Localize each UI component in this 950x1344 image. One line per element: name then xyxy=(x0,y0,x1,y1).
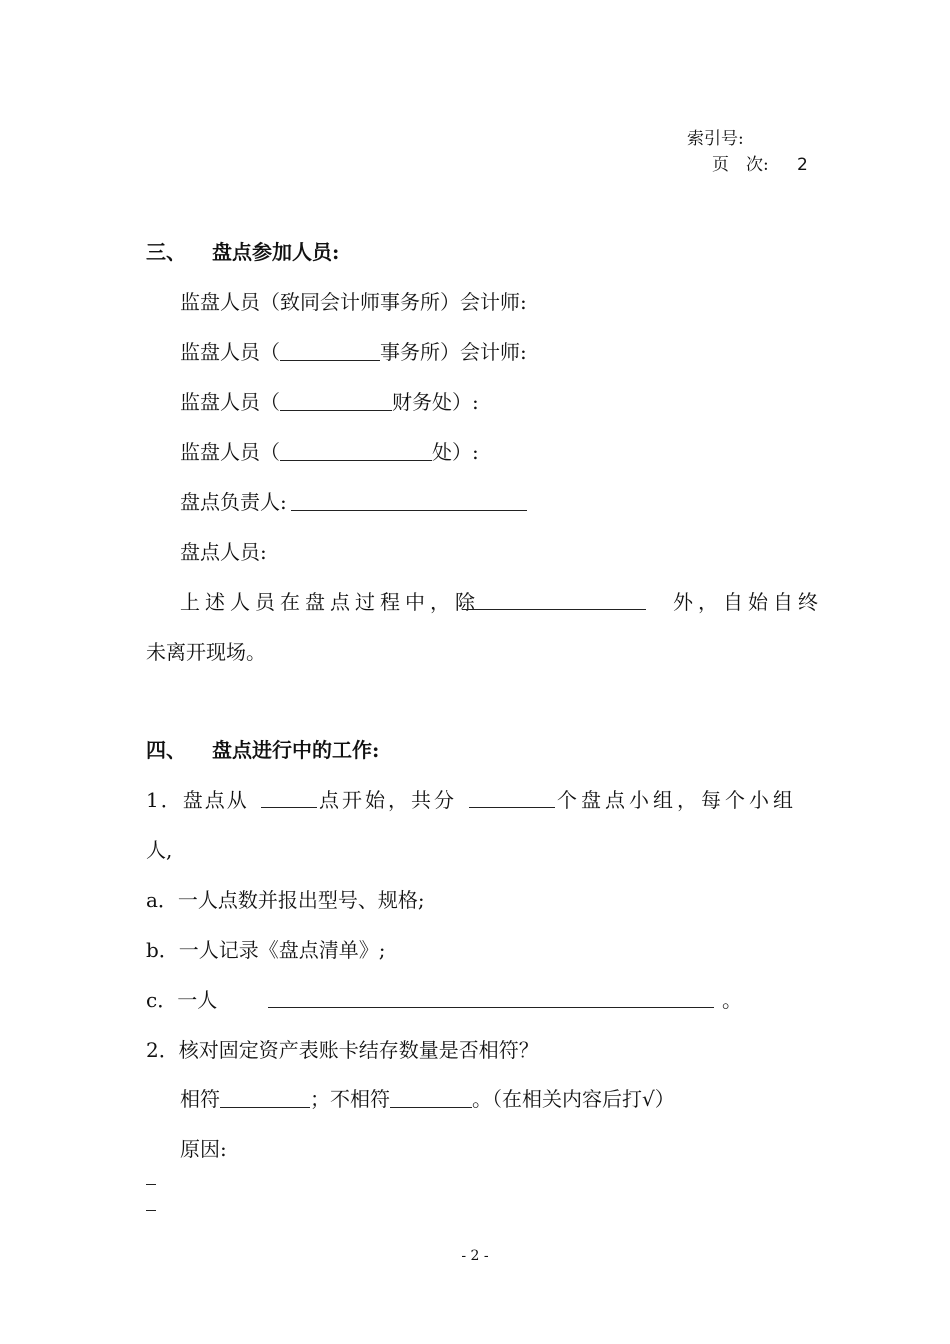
match-blank[interactable] xyxy=(220,1088,310,1108)
presence-continuation: 未离开现场。 xyxy=(146,640,266,664)
item-c-prefix: c．一人 xyxy=(146,988,218,1012)
item-b: b．一人记录《盘点清单》; xyxy=(146,938,386,962)
tick-note: 。（在相关内容后打√） xyxy=(472,1087,675,1111)
item-a: a．一人点数并报出型号、规格; xyxy=(146,888,425,912)
item-1-per-group-label: 个盘点小组，每个小组 xyxy=(557,788,797,812)
match-label: 相符 xyxy=(180,1087,220,1111)
inventory-lead-blank[interactable] xyxy=(291,491,527,511)
group-count-blank[interactable] xyxy=(469,788,555,808)
item-c-suffix: 。 xyxy=(722,988,742,1012)
section-4-title: 盘点进行中的工作: xyxy=(212,738,380,762)
supervisor-dept-prefix: 监盘人员（ xyxy=(180,440,280,464)
item-c-blank[interactable] xyxy=(268,988,714,1008)
supervisor-firm-suffix: 事务所）会计师: xyxy=(380,340,527,364)
inventory-lead-line xyxy=(180,490,527,514)
supervisor-firm-prefix: 监盘人员（ xyxy=(180,340,280,364)
start-hour-blank[interactable] xyxy=(261,788,317,808)
supervisor-dept-line xyxy=(180,440,479,464)
item-1-start-label: 1．盘点从 xyxy=(146,788,249,812)
inventory-staff-label: 盘点人员: xyxy=(180,540,267,564)
supervisor-finance-prefix: 监盘人员（ xyxy=(180,390,280,414)
supervisor-firm-line xyxy=(180,340,527,364)
supervisor-finance-line xyxy=(180,390,479,414)
section-3-title: 盘点参加人员: xyxy=(212,240,340,264)
reason-blank-2[interactable] xyxy=(146,1210,156,1211)
inventory-lead-label: 盘点负责人: xyxy=(180,490,287,514)
supervisor-dept-suffix: 处）: xyxy=(432,440,479,464)
page-count-value: 2 xyxy=(797,155,808,175)
index-number-label: 索引号: xyxy=(687,129,744,149)
mismatch-blank[interactable] xyxy=(390,1088,472,1108)
dept-name-blank[interactable] xyxy=(280,441,432,461)
page-number-footer: - 2 - xyxy=(461,1248,489,1264)
section-3-number: 三、 xyxy=(146,240,186,264)
mismatch-label: ；不相符 xyxy=(310,1087,390,1111)
firm-name-blank[interactable] xyxy=(280,341,380,361)
reason-blank-1[interactable] xyxy=(146,1184,156,1185)
absence-blank[interactable] xyxy=(462,590,646,610)
supervisor-cpa-line: 监盘人员（致同会计师事务所）会计师: xyxy=(180,290,527,314)
presence-suffix: 外，自始自终 xyxy=(673,590,823,614)
reason-label: 原因: xyxy=(180,1137,227,1161)
section-4-number: 四、 xyxy=(146,738,186,762)
presence-prefix: 上述人员在盘点过程中，除 xyxy=(180,590,480,614)
page-count-label: 页 次: xyxy=(712,155,769,175)
supervisor-finance-suffix: 财务处）: xyxy=(392,390,479,414)
item-1-groups-label: 点开始，共分 xyxy=(319,788,457,812)
item-2: 2．核对固定资产表账卡结存数量是否相符？ xyxy=(146,1038,539,1062)
finance-dept-blank[interactable] xyxy=(280,391,392,411)
match-check-line xyxy=(180,1087,675,1111)
item-1-continuation: 人, xyxy=(146,838,173,862)
